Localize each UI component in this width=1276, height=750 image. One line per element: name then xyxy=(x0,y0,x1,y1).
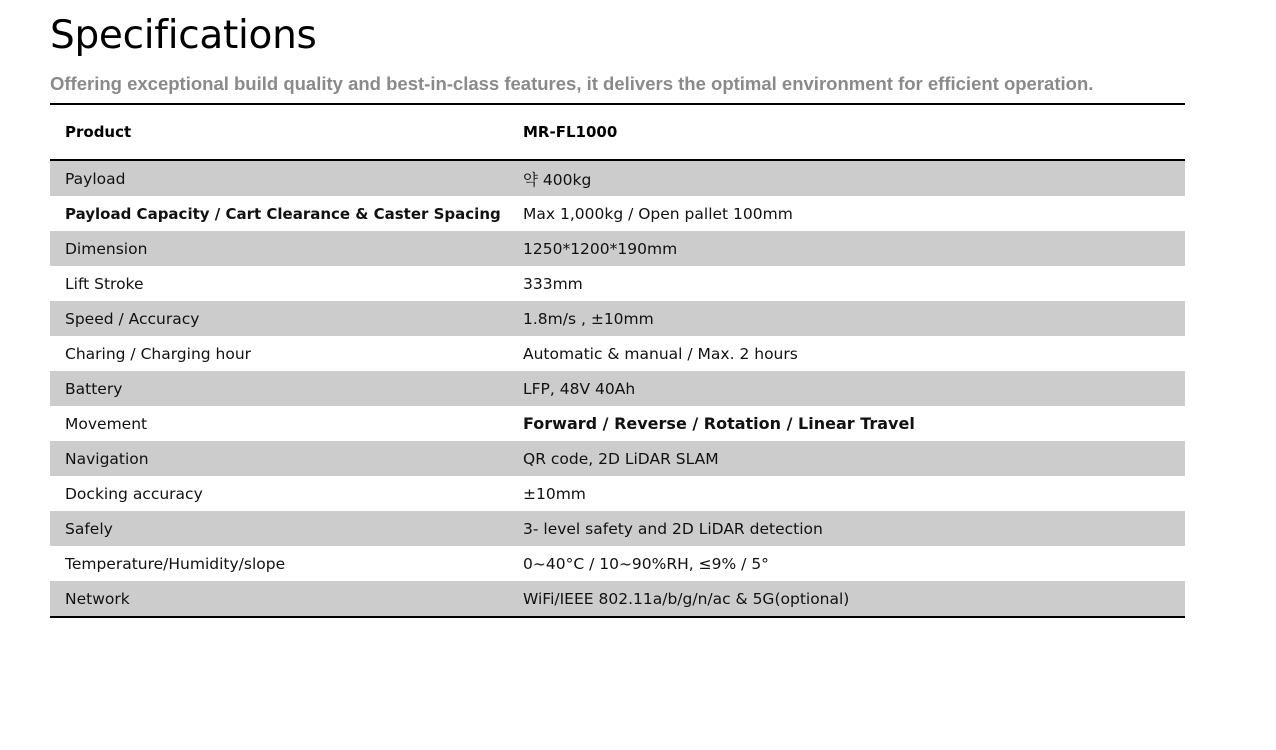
table-header-row xyxy=(50,104,1185,160)
header-value: MR-FL1000 xyxy=(508,104,1185,160)
row-label: Network xyxy=(50,581,508,617)
table-row xyxy=(50,476,1185,511)
row-label: Safely xyxy=(50,511,508,546)
table-row xyxy=(50,406,1185,441)
row-value: Max 1,000kg / Open pallet 100mm xyxy=(523,204,793,223)
row-label: Lift Stroke xyxy=(65,274,144,293)
row-label: Dimension xyxy=(50,231,508,266)
table-row xyxy=(50,336,1185,371)
header-label: Product xyxy=(50,104,508,160)
table-row xyxy=(50,160,1185,196)
table-row xyxy=(50,441,1185,476)
table-row xyxy=(50,371,1185,406)
row-value: 1.8m/s , ±10mm xyxy=(508,301,1185,336)
table-row xyxy=(50,301,1185,336)
row-value: Automatic & manual / Max. 2 hours xyxy=(523,344,798,363)
row-value: 0~40°C / 10~90%RH, ≤9% / 5° xyxy=(523,554,769,573)
row-label: Payload Capacity / Cart Clearance & Caster Spacing xyxy=(65,204,501,223)
row-value: Forward / Reverse / Rotation / Linear Travel xyxy=(523,414,915,433)
table-row xyxy=(50,511,1185,546)
table-row xyxy=(50,546,1185,581)
row-value: WiFi/IEEE 802.11a/b/g/n/ac & 5G(optional) xyxy=(508,581,1185,617)
row-value: 333mm xyxy=(523,274,583,293)
row-value: 3- level safety and 2D LiDAR detection xyxy=(508,511,1185,546)
page-subtitle: Offering exceptional build quality and best-in-class features, it delivers the optimal environment for efficient operation. xyxy=(50,73,1094,94)
table-row xyxy=(50,581,1185,617)
table-row xyxy=(50,266,1185,301)
table-row xyxy=(50,196,1185,231)
spec-table xyxy=(50,103,1185,618)
row-label: Temperature/Humidity/slope xyxy=(65,554,286,573)
row-label: Charing / Charging hour xyxy=(65,344,252,363)
row-label: Payload xyxy=(50,160,508,196)
row-label: Speed / Accuracy xyxy=(50,301,508,336)
row-value: LFP, 48V 40Ah xyxy=(508,371,1185,406)
row-label: Battery xyxy=(50,371,508,406)
row-value: QR code, 2D LiDAR SLAM xyxy=(508,441,1185,476)
specifications-section xyxy=(50,0,1185,618)
row-label: Docking accuracy xyxy=(65,484,203,503)
row-value: 1250*1200*190mm xyxy=(508,231,1185,266)
row-label: Movement xyxy=(65,414,148,433)
table-row xyxy=(50,231,1185,266)
page-title: Specifications xyxy=(50,13,317,58)
row-value: ±10mm xyxy=(523,484,586,503)
row-value: 약 400kg xyxy=(508,160,1185,196)
row-label: Navigation xyxy=(50,441,508,476)
